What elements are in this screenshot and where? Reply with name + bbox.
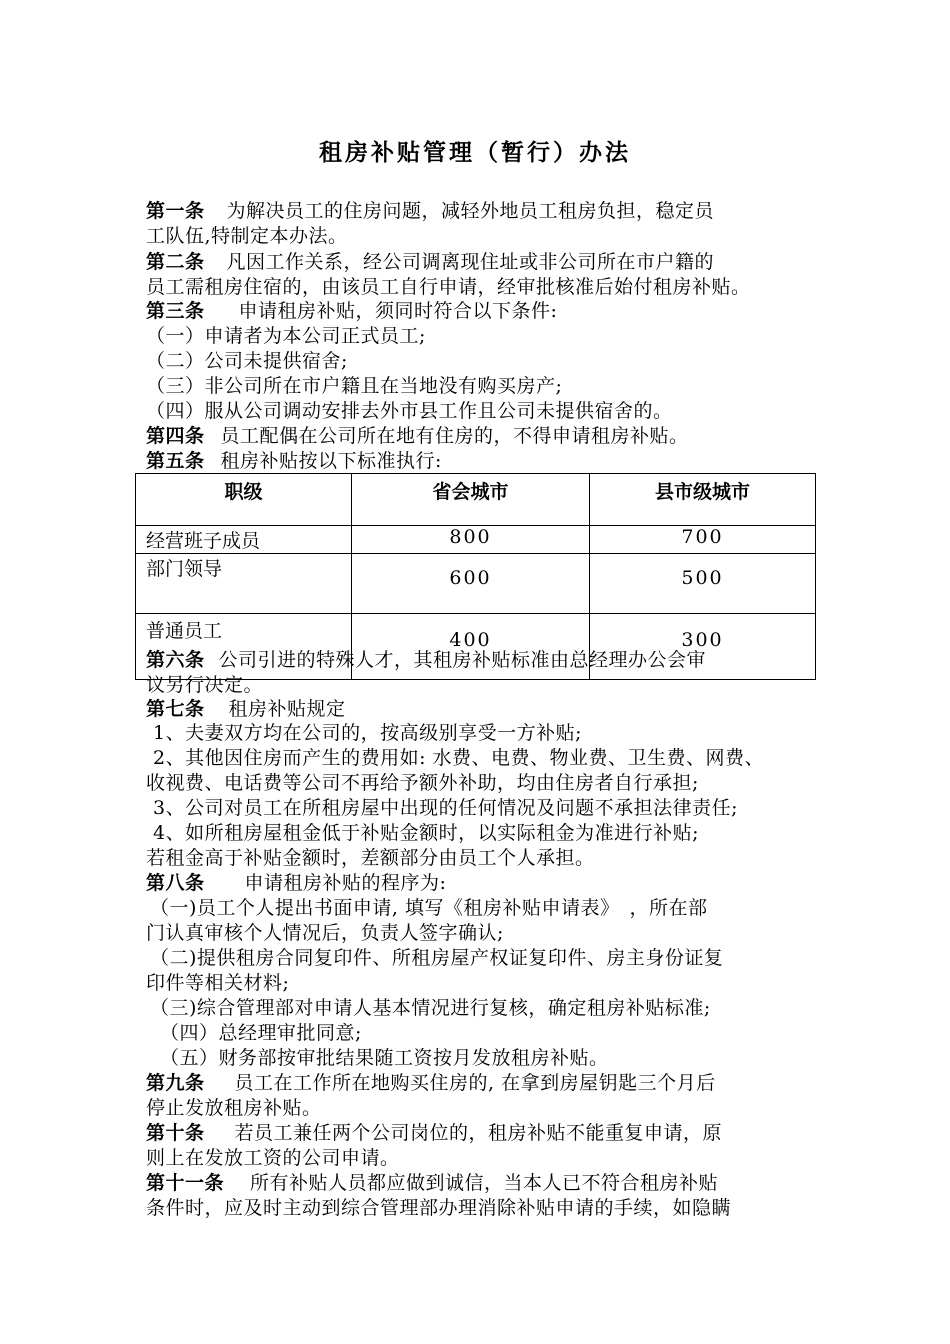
article-11 bbox=[146, 1171, 826, 1195]
list-item: 2、其他因住房而产生的费用如: 水费、电费、物业费、卫生费、网费、 bbox=[153, 747, 765, 769]
article-label: 第三条 bbox=[146, 300, 205, 322]
table-cell: 300 bbox=[590, 614, 816, 680]
table-cell: 经营班子成员 bbox=[136, 526, 352, 554]
article-text: 租房补贴按以下标准执行: bbox=[220, 450, 442, 472]
table-cell: 500 bbox=[590, 554, 816, 614]
column-header: 职级 bbox=[136, 474, 352, 526]
list-item: 4、如所租房屋租金低于补贴金额时，以实际租金为准进行补贴; bbox=[153, 822, 699, 844]
article-9-cont: 停止发放租房补贴。 bbox=[146, 1097, 322, 1119]
article-label: 第十条 bbox=[146, 1122, 205, 1144]
article-label: 第十一条 bbox=[146, 1172, 225, 1194]
list-item: （三)综合管理部对申请人基本情况进行复核，确定租房补贴标准; bbox=[150, 997, 711, 1019]
article-text: 若员工兼任两个公司岗位的，租房补贴不能重复申请，原 bbox=[234, 1122, 723, 1144]
column-header: 县市级城市 bbox=[590, 474, 816, 526]
table-row bbox=[136, 526, 816, 554]
table-header-row bbox=[136, 474, 816, 526]
article-label: 第九条 bbox=[146, 1072, 205, 1094]
article-text: 申请租房补贴的程序为: bbox=[244, 872, 447, 894]
article-10 bbox=[146, 1121, 826, 1145]
list-item: （二）公司未提供宿舍; bbox=[146, 350, 348, 372]
article-3 bbox=[146, 299, 826, 323]
article-text: 租房补贴规定 bbox=[228, 698, 346, 720]
column-header: 省会城市 bbox=[352, 474, 590, 526]
article-6 bbox=[146, 648, 826, 672]
article-8 bbox=[146, 871, 826, 895]
table-row bbox=[136, 554, 816, 614]
list-item-cont: 印件等相关材料; bbox=[146, 972, 290, 994]
table-cell: 普通员工 bbox=[136, 614, 352, 680]
list-item: 3、公司对员工在所租房屋中出现的任何情况及问题不承担法律责任; bbox=[153, 797, 738, 819]
article-label: 第七条 bbox=[146, 698, 205, 720]
article-label: 第六条 bbox=[146, 649, 205, 671]
article-2 bbox=[146, 250, 826, 274]
article-label: 第四条 bbox=[146, 425, 205, 447]
article-1-cont: 工队伍,特制定本办法。 bbox=[146, 225, 348, 247]
article-text: 申请租房补贴，须同时符合以下条件: bbox=[238, 300, 558, 322]
article-4 bbox=[146, 424, 826, 448]
article-2-cont: 员工需租房住宿的，由该员工自行申请，经审批核准后始付租房补贴。 bbox=[146, 276, 751, 298]
list-item-cont: 门认真审核个人情况后，负责人签字确认; bbox=[146, 922, 504, 944]
list-item: （一）申请者为本公司正式员工; bbox=[146, 325, 426, 347]
article-9 bbox=[146, 1071, 826, 1095]
article-label: 第五条 bbox=[146, 450, 205, 472]
list-item: （四）服从公司调动安排去外市县工作且公司未提供宿舍的。 bbox=[146, 400, 673, 422]
article-label: 第一条 bbox=[146, 200, 205, 222]
article-11-cont: 条件时，应及时主动到综合管理部办理消除补贴申请的手续，如隐瞒 bbox=[146, 1197, 732, 1219]
article-text: 公司引进的特殊人才，其租房补贴标准由总经理办公会审 bbox=[218, 649, 707, 671]
article-5 bbox=[146, 449, 826, 473]
list-item: （五）财务部按审批结果随工资按月发放租房补贴。 bbox=[160, 1047, 609, 1069]
table-cell: 700 bbox=[590, 526, 816, 554]
article-6-cont: 议另行决定。 bbox=[146, 674, 264, 696]
article-text: 员工配偶在公司所在地有住房的，不得申请租房补贴。 bbox=[220, 425, 689, 447]
page-title: 租房补贴管理（暂行）办法 bbox=[319, 139, 631, 166]
article-text: 凡因工作关系，经公司调离现住址或非公司所在市户籍的 bbox=[226, 251, 715, 273]
article-7 bbox=[146, 697, 826, 721]
table-cell: 400 bbox=[352, 614, 590, 680]
list-item-cont: 收视费、电话费等公司不再给予额外补助，均由住房者自行承担; bbox=[146, 772, 699, 794]
table-cell: 600 bbox=[352, 554, 590, 614]
article-1 bbox=[146, 199, 826, 223]
list-item: 1、夫妻双方均在公司的，按高级别享受一方补贴; bbox=[153, 722, 582, 744]
article-text: 所有补贴人员都应做到诚信，当本人已不符合租房补贴 bbox=[250, 1172, 719, 1194]
article-text: 员工在工作所在地购买住房的, 在拿到房屋钥匙三个月后 bbox=[234, 1072, 716, 1094]
list-item: （三）非公司所在市户籍且在当地没有购买房产; bbox=[146, 375, 563, 397]
list-item: （四）总经理审批同意; bbox=[160, 1022, 362, 1044]
list-item-cont: 若租金高于补贴金额时，差额部分由员工个人承担。 bbox=[146, 847, 595, 869]
table-cell: 800 bbox=[352, 526, 590, 554]
list-item: （一)员工个人提出书面申请, 填写《租房补贴申请表》 ，所在部 bbox=[150, 897, 708, 919]
table-cell: 部门领导 bbox=[136, 554, 352, 614]
article-label: 第八条 bbox=[146, 872, 205, 894]
list-item: （二)提供租房合同复印件、所租房屋产权证复印件、房主身份证复 bbox=[150, 947, 724, 969]
article-text: 为解决员工的住房问题，减轻外地员工租房负担，稳定员 bbox=[226, 200, 715, 222]
article-10-cont: 则上在发放工资的公司申请。 bbox=[146, 1147, 400, 1169]
article-label: 第二条 bbox=[146, 251, 205, 273]
